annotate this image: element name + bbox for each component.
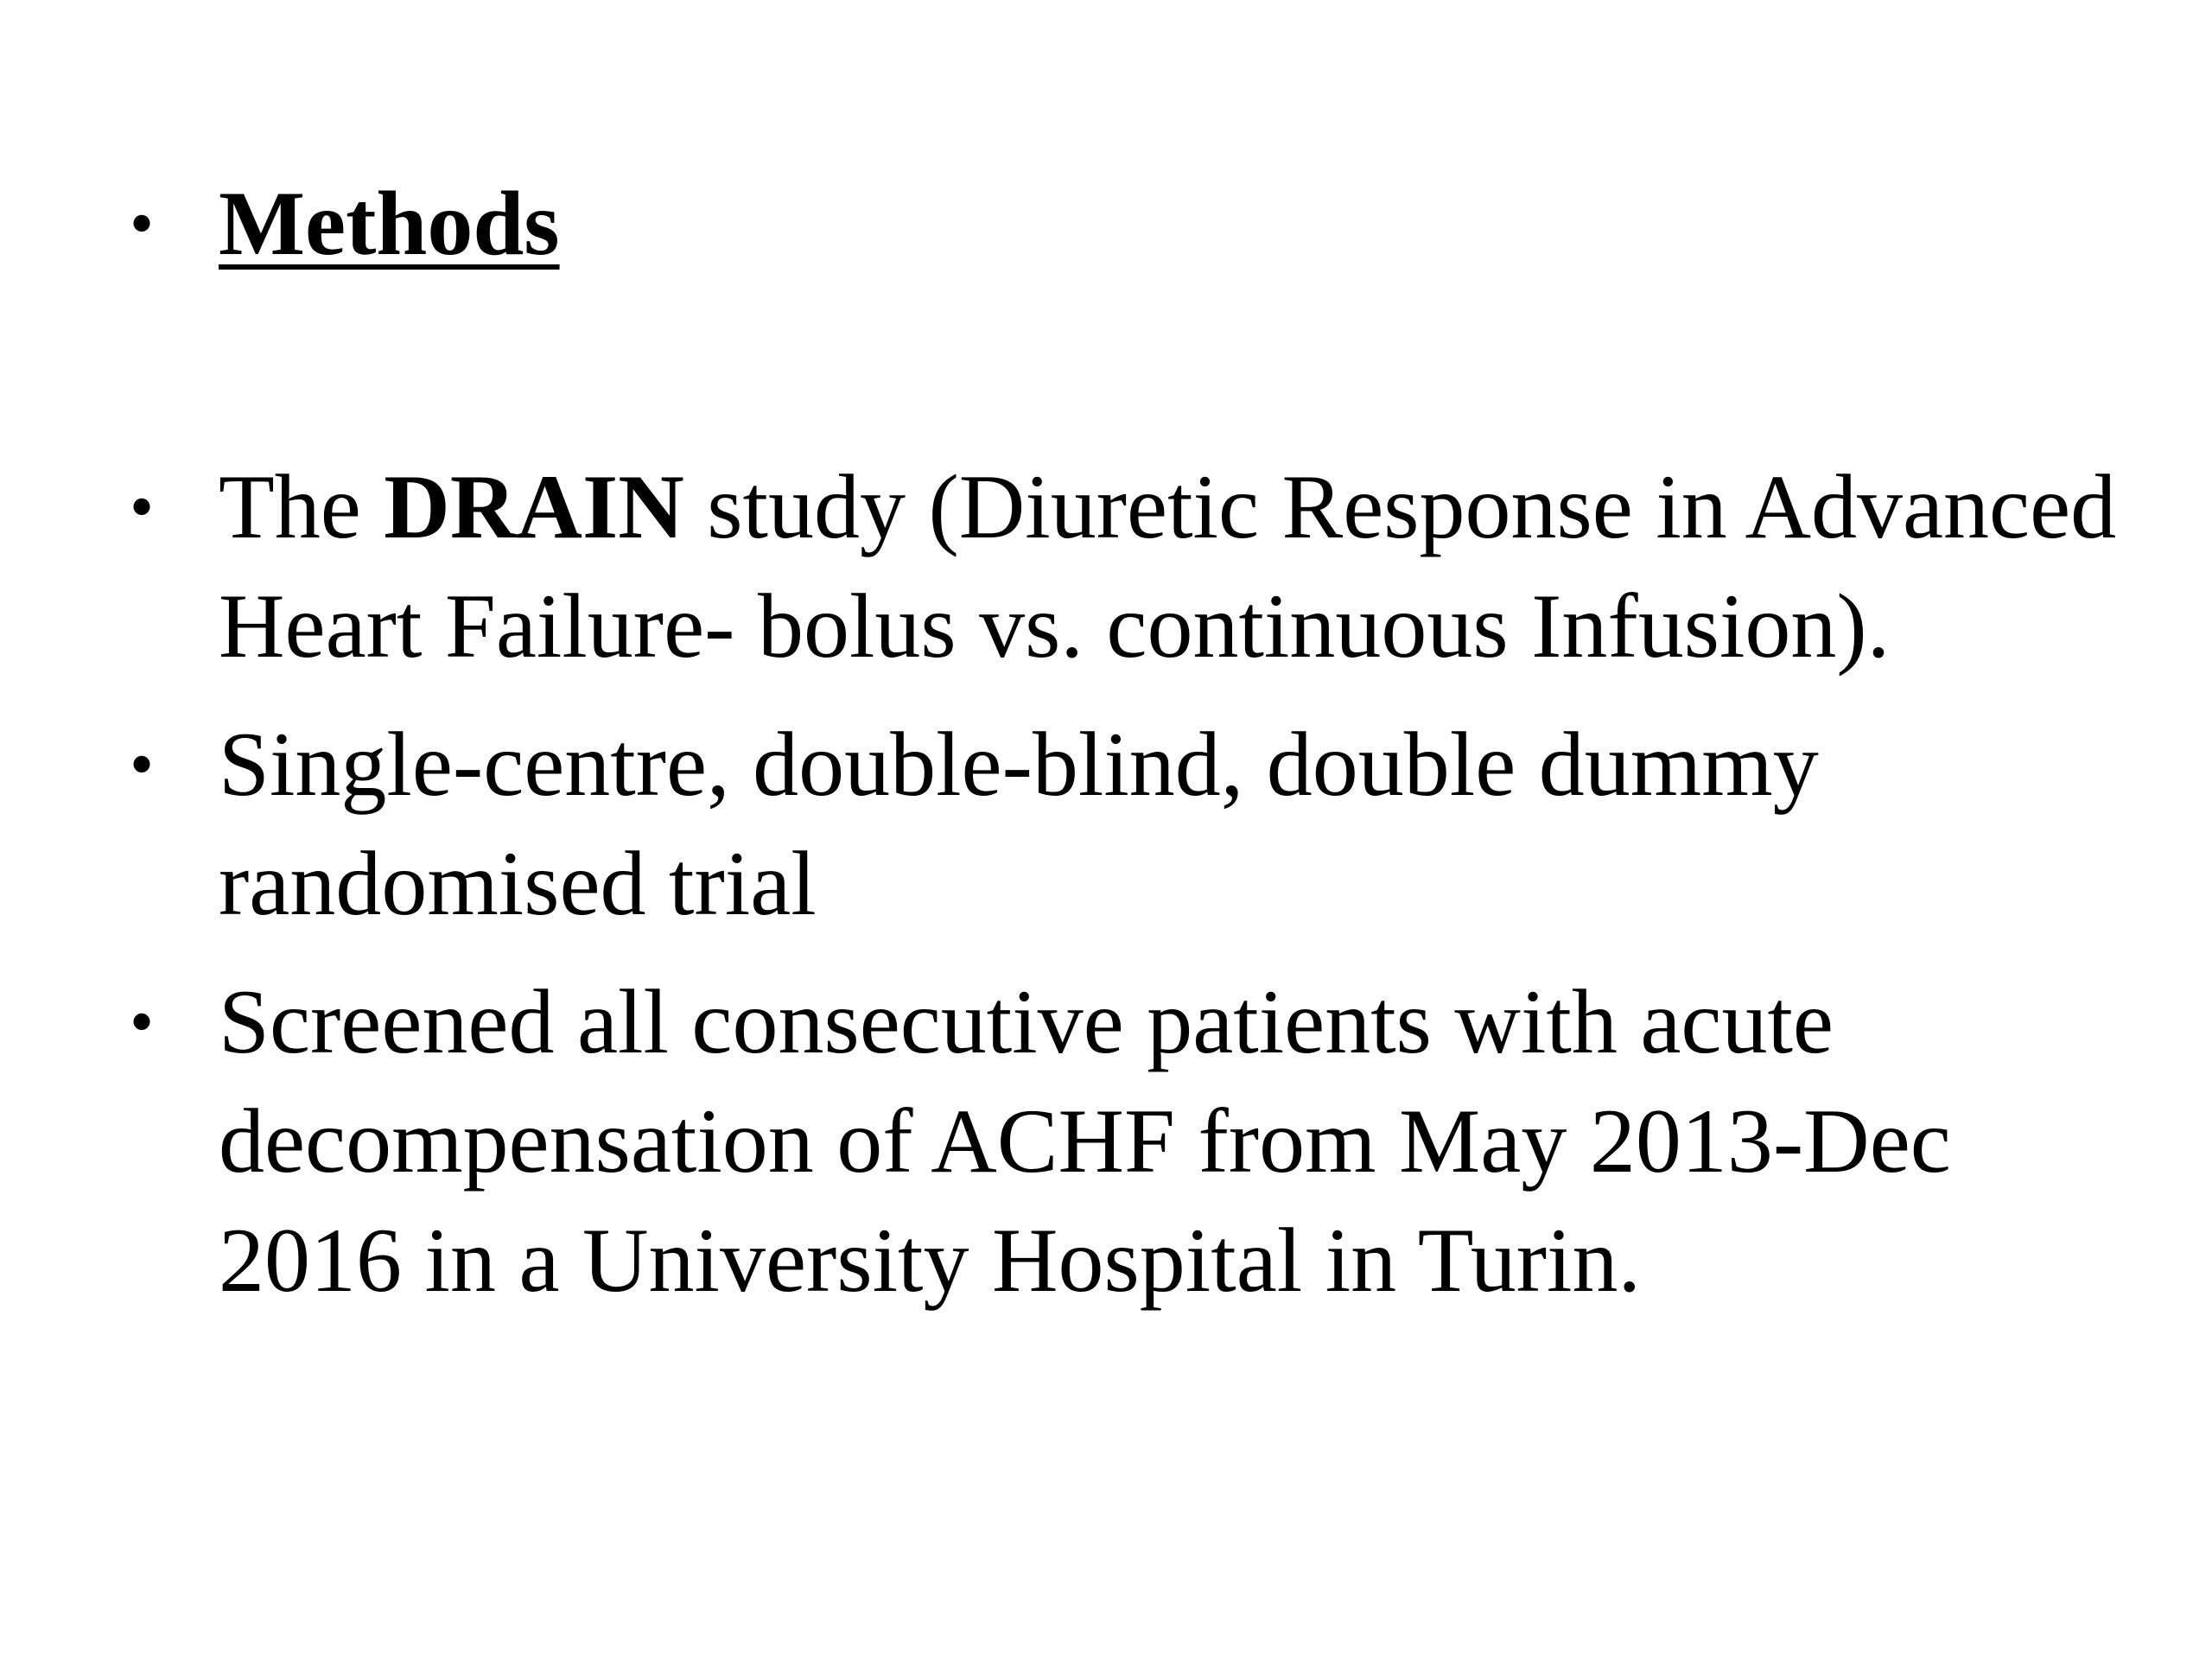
- bullet-dot-icon: •: [130, 186, 155, 262]
- bullet-dot-icon: •: [130, 984, 155, 1060]
- heading-bullet: [130, 164, 2117, 283]
- section-heading: Methods: [219, 173, 560, 274]
- bullet-text: Single-centre, double-blind, double dummy randomised trial: [219, 714, 1819, 934]
- bullet-item-screening: [130, 963, 2117, 1320]
- study-name: DRAIN: [384, 456, 684, 557]
- bullet-text: Screened all consecutive patients with acute decompensation of ACHF from May 2013-Dec 2016 in a University Hospital in Turin.: [219, 971, 1951, 1311]
- bullet-dot-icon: •: [130, 469, 155, 545]
- bullet-dot-icon: •: [130, 727, 155, 803]
- bullet-item-design: [130, 705, 2117, 944]
- bullet-text-suffix: study (Diuretic Response in Advanced Heart Failure- bolus vs. continuous Infusion).: [219, 456, 2117, 677]
- bullet-text-prefix: The: [219, 456, 385, 557]
- bullet-list: [130, 164, 2117, 1320]
- bullet-item-drain: [130, 448, 2117, 686]
